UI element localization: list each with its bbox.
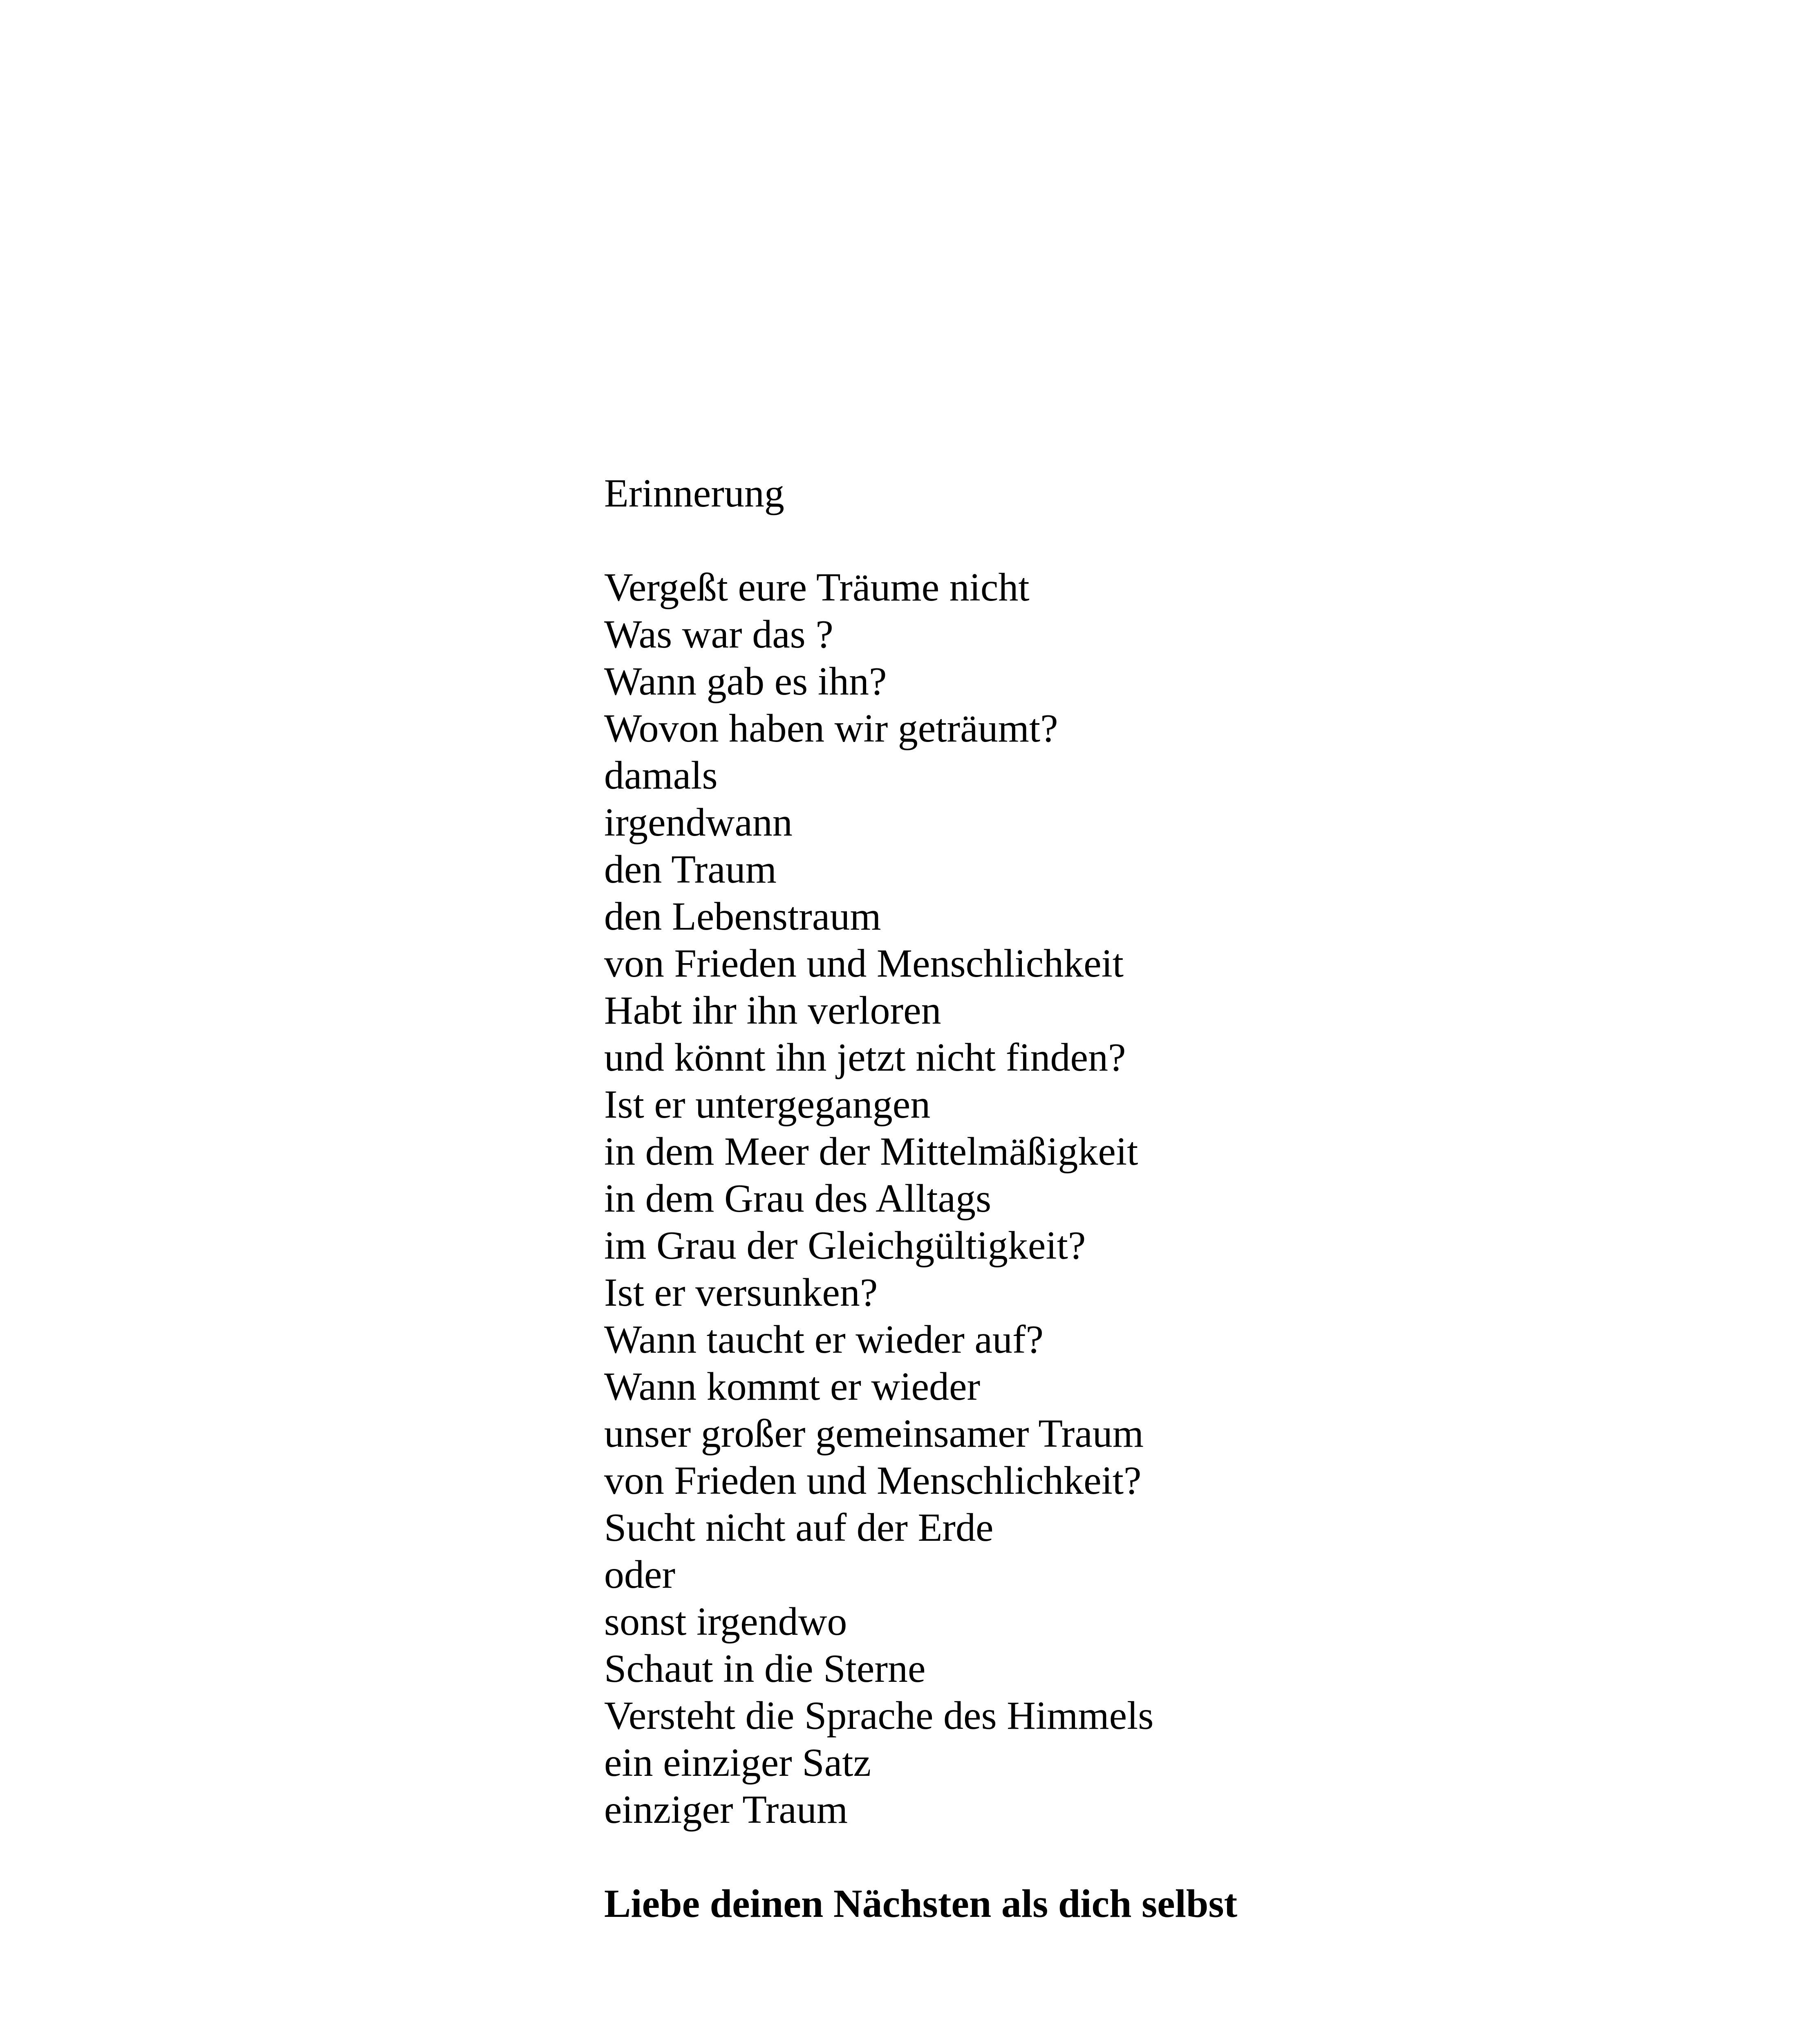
poem-line: in dem Meer der Mittelmäßigkeit (604, 1130, 1138, 1174)
poem-line: Vergeßt eure Träume nicht (604, 565, 1030, 610)
poem-line: oder (604, 1553, 676, 1597)
poem-lines (604, 564, 1585, 1833)
poem-closing-line: Liebe deinen Nächsten als dich selbst (604, 1882, 1238, 1926)
poem-line: Schaut in die Sterne (604, 1647, 926, 1691)
poem-line: im Grau der Gleichgültigkeit? (604, 1224, 1086, 1268)
poem-line: von Frieden und Menschlichkeit (604, 941, 1124, 986)
poem-line: Ist er versunken? (604, 1271, 878, 1315)
poem-line: Habt ihr ihn verloren (604, 988, 941, 1033)
poem-line: und könnt ihn jetzt nicht finden? (604, 1035, 1126, 1080)
poem-line: Wann kommt er wieder (604, 1365, 981, 1409)
poem-line: Wann taucht er wieder auf? (604, 1318, 1044, 1362)
poem-line: von Frieden und Menschlichkeit? (604, 1459, 1142, 1503)
poem-line: Sucht nicht auf der Erde (604, 1506, 994, 1550)
poem-line: irgendwann (604, 800, 793, 845)
poem-line: den Traum (604, 847, 777, 892)
poem-line: damals (604, 753, 718, 798)
poem-title: Erinnerung (604, 471, 784, 515)
poem (604, 470, 1585, 1927)
poem-line: Versteht die Sprache des Himmels (604, 1694, 1154, 1738)
poem-line: Ist er untergegangen (604, 1083, 931, 1127)
poem-line: sonst irgendwo (604, 1600, 847, 1644)
poem-line: ein einziger Satz (604, 1741, 871, 1785)
poem-line: unser großer gemeinsamer Traum (604, 1412, 1144, 1456)
poem-line: Wovon haben wir geträumt? (604, 706, 1058, 751)
poem-line: einziger Traum (604, 1788, 848, 1832)
poem-line: Wann gab es ihn? (604, 659, 887, 704)
poem-line: den Lebenstraum (604, 894, 881, 939)
poem-line: Was war das ? (604, 612, 833, 657)
poem-line: in dem Grau des Alltags (604, 1177, 992, 1221)
